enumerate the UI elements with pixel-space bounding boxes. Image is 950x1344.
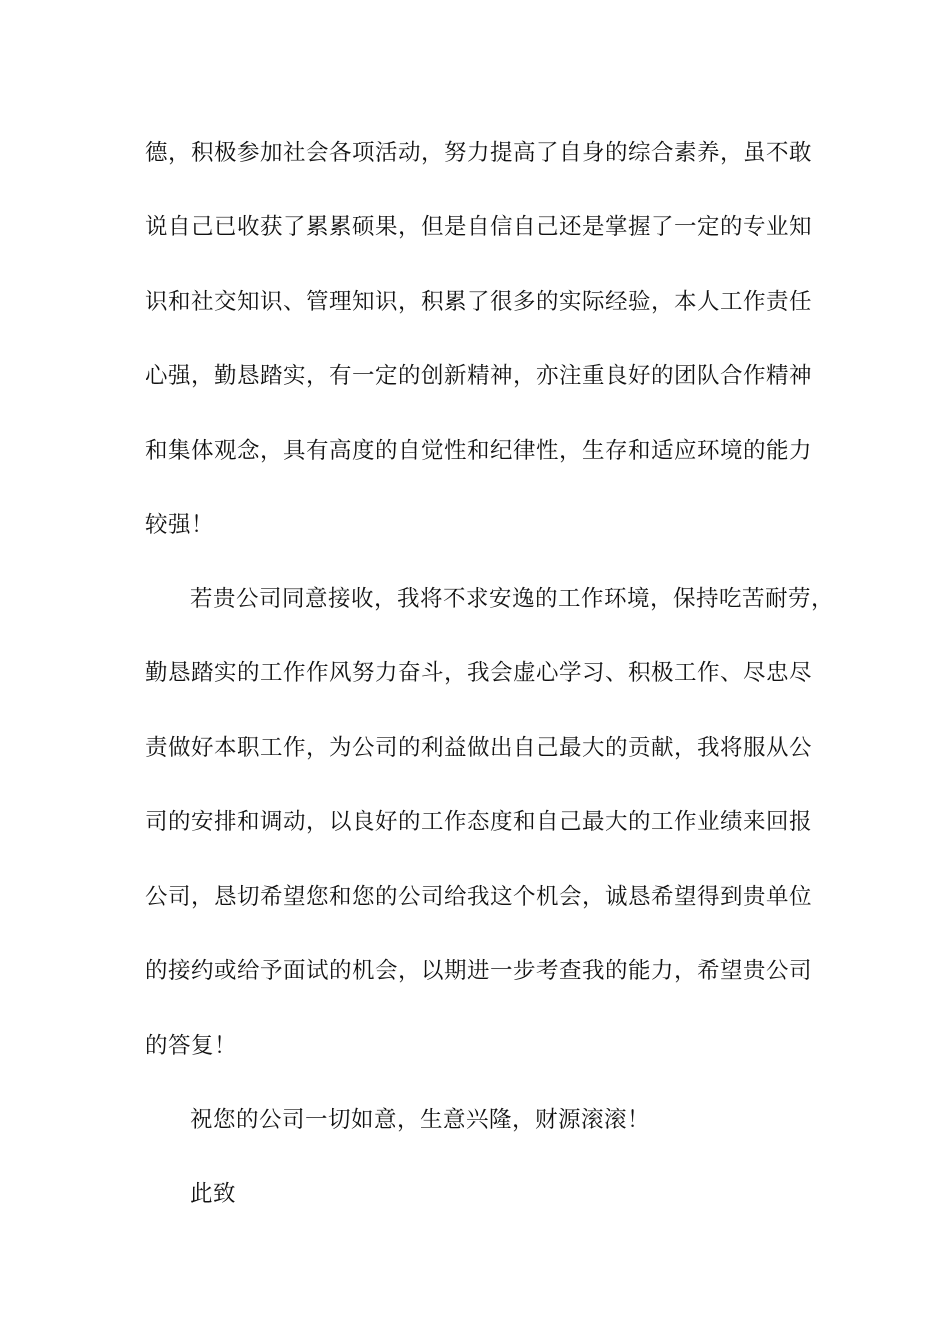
paragraph-line: 的接约或给予面试的机会，以期进一步考查我的能力，希望贵公司: [145, 958, 813, 984]
paragraph-line: 心强，勤恳踏实，有一定的创新精神，亦注重良好的团队合作精神: [145, 363, 813, 389]
paragraph-line: 和集体观念，具有高度的自觉性和纪律性，生存和适应环境的能力: [145, 438, 813, 464]
paragraph-line: 责做好本职工作，为公司的利益做出自己最大的贡献，我将服从公: [145, 735, 813, 761]
paragraph-line: 勤恳踏实的工作作风努力奋斗，我会虚心学习、积极工作、尽忠尽: [145, 660, 813, 686]
paragraph-line: 德，积极参加社会各项活动，努力提高了自身的综合素养，虽不敢: [145, 140, 813, 166]
paragraph-line: 若贵公司同意接收，我将不求安逸的工作环境，保持吃苦耐劳，: [190, 586, 835, 612]
paragraph-line: 司的安排和调动，以良好的工作态度和自己最大的工作业绩来回报: [145, 809, 813, 835]
paragraph-line: 公司，恳切希望您和您的公司给我这个机会，诚恳希望得到贵单位: [145, 884, 813, 910]
paragraph-line: 较强！: [145, 512, 215, 538]
salutation: 此致: [190, 1181, 237, 1207]
paragraph-line: 识和社交知识、管理知识，积累了很多的实际经验，本人工作责任: [145, 289, 813, 315]
closing-wish: 祝您的公司一切如意，生意兴隆，财源滚滚！: [190, 1107, 651, 1133]
paragraph-line: 说自己已收获了累累硕果，但是自信自己还是掌握了一定的专业知: [145, 214, 813, 240]
paragraph-line: 的答复！: [145, 1033, 238, 1059]
